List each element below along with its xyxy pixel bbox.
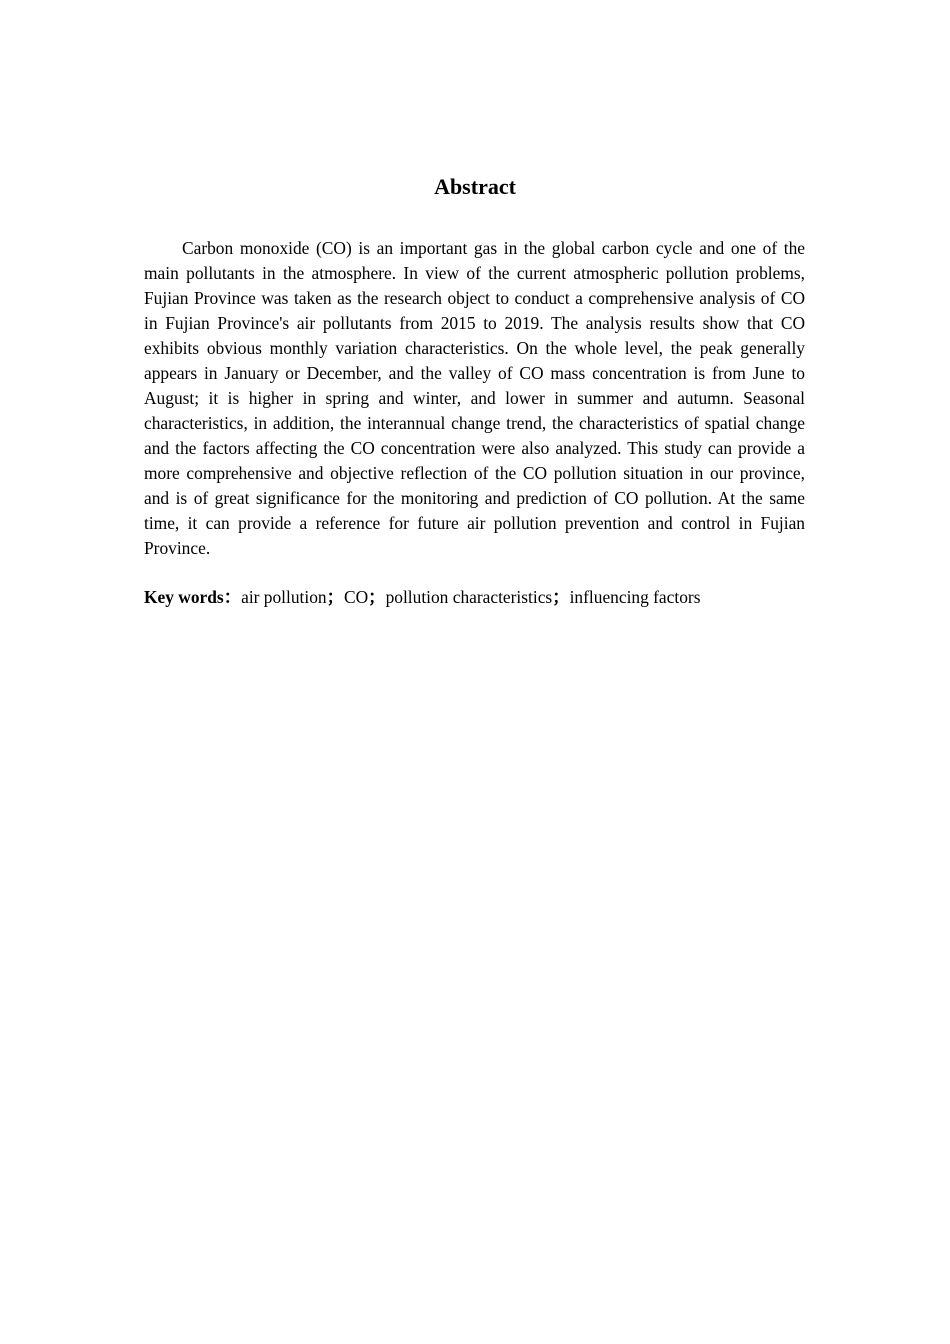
keyword-separator: ；	[368, 587, 386, 607]
keyword-item: pollution characteristics	[385, 587, 553, 607]
keywords-label: Key words：	[144, 587, 242, 607]
keyword-item: influencing factors	[569, 587, 701, 607]
abstract-body: Carbon monoxide (CO) is an important gas in the global carbon cycle and one of the main pollutants in the atmosphere. In view of the current atmospheric pollution problems, Fujian Province was taken as the research object to conduct a comprehensive analysis of CO in Fujian Province's air pollutants from 2015 to 2019. The analysis results show that CO exhibits obvious monthly variation characteristics. On the whole level, the peak generally appears in January or December, and the valley of CO mass concentration is from June to August; it is higher in spring and winter, and lower in summer and autumn. Seasonal characteristics, in addition, the interannual change trend, the characteristics of spatial change and the factors affecting the CO concentration were also analyzed. This study can provide a more comprehensive and objective reflection of the CO pollution situation in our province, and is of great significance for the monitoring and prediction of CO pollution. At the same time, it can provide a reference for future air pollution prevention and control in Fujian Province.	[144, 238, 805, 558]
keyword-separator: ；	[552, 587, 570, 607]
keyword-item: air pollution	[241, 587, 327, 607]
keywords-line	[144, 585, 805, 610]
abstract-title: Abstract	[434, 174, 516, 199]
keyword-separator: ；	[326, 587, 344, 607]
keyword-item: CO	[344, 587, 369, 607]
